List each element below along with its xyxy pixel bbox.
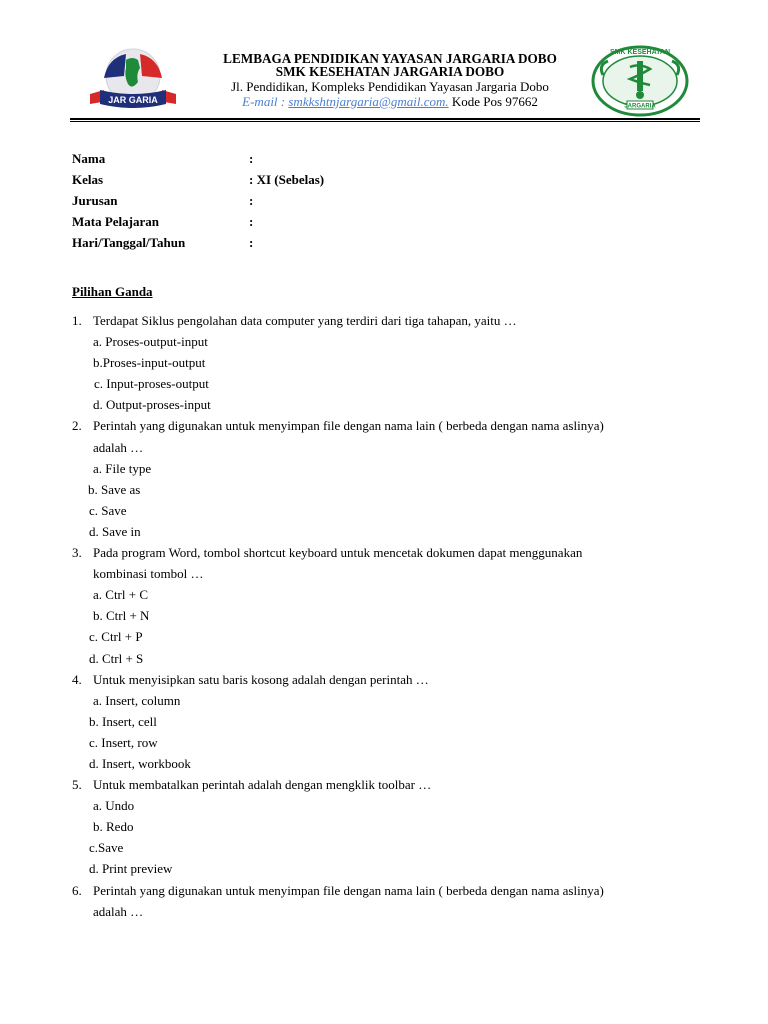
question-6 bbox=[72, 880, 692, 901]
answer-option: c. Input-proses-output bbox=[94, 376, 209, 392]
question-number: 4. bbox=[72, 671, 82, 687]
answer-option: b. Ctrl + N bbox=[93, 608, 150, 624]
letterhead-rule-thick bbox=[70, 118, 700, 120]
answer-option: c. Save bbox=[89, 502, 127, 518]
identity-label: Kelas bbox=[72, 172, 104, 187]
answer-option: d. Ctrl + S bbox=[89, 650, 144, 666]
institution-name: LEMBAGA PENDIDIKAN YAYASAN JARGARIA DOBO bbox=[223, 51, 557, 66]
question-text: Untuk menyisipkan satu baris kosong adalah dengan perintah … bbox=[93, 671, 429, 687]
school-name: SMK KESEHATAN JARGARIA DOBO bbox=[275, 64, 505, 79]
letterhead bbox=[70, 42, 700, 120]
answer-option: a. Undo bbox=[93, 798, 135, 814]
student-identity bbox=[72, 148, 692, 253]
identity-label: Jurusan bbox=[72, 193, 118, 208]
option-line bbox=[72, 732, 692, 753]
option-line bbox=[72, 605, 692, 626]
answer-option: d. Save in bbox=[89, 523, 141, 539]
school-logo-left bbox=[74, 46, 192, 116]
question-text: kombinasi tombol … bbox=[93, 566, 204, 582]
identity-row bbox=[72, 169, 692, 190]
identity-value: : XI (Sebelas) bbox=[249, 172, 325, 187]
question-text: Perintah yang digunakan untuk menyimpan file dengan nama lain ( berbeda dengan nama aslinya) bbox=[93, 882, 604, 898]
identity-value: : bbox=[249, 151, 254, 166]
answer-option: d. Print preview bbox=[89, 861, 173, 877]
question-2 bbox=[72, 415, 692, 436]
question-number: 3. bbox=[72, 545, 82, 561]
option-line bbox=[72, 626, 692, 647]
answer-option: a. File type bbox=[93, 460, 152, 476]
identity-label: Hari/Tanggal/Tahun bbox=[72, 235, 186, 250]
question-number: 2. bbox=[72, 418, 82, 434]
question-number: 5. bbox=[72, 777, 82, 793]
letterhead-rule-thin bbox=[70, 121, 700, 122]
contact-line bbox=[190, 95, 590, 109]
option-line bbox=[72, 521, 692, 542]
question-text: adalah … bbox=[93, 439, 144, 455]
question-3 bbox=[72, 542, 692, 563]
email-label: E-mail : bbox=[242, 94, 286, 109]
question-number: 1. bbox=[72, 313, 82, 328]
option-line bbox=[72, 690, 692, 711]
answer-option: c. Ctrl + P bbox=[89, 629, 143, 645]
school-logo-right bbox=[590, 45, 690, 117]
answer-option: c.Save bbox=[89, 840, 124, 856]
question-continuation bbox=[72, 437, 692, 458]
question-text: Pada program Word, tombol shortcut keyboard untuk mencetak dokumen dapat menggunakan bbox=[93, 545, 583, 561]
question-text: Perintah yang digunakan untuk menyimpan file dengan nama lain ( berbeda dengan nama aslinya) bbox=[93, 418, 604, 434]
identity-label: Nama bbox=[72, 151, 106, 166]
identity-row bbox=[72, 148, 692, 169]
identity-row bbox=[72, 232, 692, 253]
option-line bbox=[72, 711, 692, 732]
right-logo-text-bottom: JARGARIA bbox=[624, 103, 656, 110]
option-line bbox=[72, 352, 692, 373]
question-text: Untuk membatalkan perintah adalah dengan mengklik toolbar … bbox=[93, 777, 432, 793]
answer-option: b.Proses-input-output bbox=[93, 355, 206, 371]
question-number: 6. bbox=[72, 882, 82, 898]
option-line bbox=[72, 648, 692, 669]
identity-row bbox=[72, 211, 692, 232]
postal-code: Kode Pos 97662 bbox=[448, 94, 538, 109]
question-text: Terdapat Siklus pengolahan data computer yang terdiri dari tiga tahapan, yaitu … bbox=[93, 313, 517, 328]
email-link[interactable]: smkkshtnjargaria@gmail.com. bbox=[288, 94, 449, 109]
answer-option: c. Insert, row bbox=[89, 734, 158, 750]
option-line bbox=[72, 795, 692, 816]
answer-option: b. Redo bbox=[93, 819, 134, 835]
option-line bbox=[72, 331, 692, 352]
answer-option: a. Ctrl + C bbox=[93, 587, 148, 603]
question-1 bbox=[72, 310, 692, 331]
question-list bbox=[72, 310, 692, 922]
identity-row bbox=[72, 190, 692, 211]
option-line bbox=[72, 373, 692, 394]
identity-value: : bbox=[249, 214, 254, 229]
option-line bbox=[72, 584, 692, 605]
answer-option: b. Insert, cell bbox=[89, 713, 157, 729]
right-logo-text-top: SMK KESEHATAN bbox=[609, 49, 671, 56]
question-text: adalah … bbox=[93, 903, 144, 919]
answer-option: a. Insert, column bbox=[93, 692, 181, 708]
question-4 bbox=[72, 669, 692, 690]
option-line bbox=[72, 479, 692, 500]
school-address: Jl. Pendidikan, Kompleks Pendidikan Yayasan Jargaria Dobo bbox=[231, 79, 549, 94]
option-line bbox=[72, 837, 692, 858]
question-continuation bbox=[72, 901, 692, 922]
option-line bbox=[72, 394, 692, 415]
letterhead-text bbox=[190, 52, 590, 109]
question-5 bbox=[72, 774, 692, 795]
identity-label: Mata Pelajaran bbox=[72, 214, 160, 229]
option-line bbox=[72, 753, 692, 774]
option-line bbox=[72, 458, 692, 479]
left-logo-text: JAR GARIA bbox=[108, 95, 158, 105]
option-line bbox=[72, 858, 692, 879]
answer-option: d. Output-proses-input bbox=[93, 397, 211, 413]
answer-option: d. Insert, workbook bbox=[89, 755, 191, 771]
identity-value: : bbox=[249, 235, 254, 250]
answer-option: a. Proses-output-input bbox=[93, 334, 208, 350]
option-line bbox=[72, 500, 692, 521]
option-line bbox=[72, 816, 692, 837]
section-title: Pilihan Ganda bbox=[72, 284, 153, 299]
identity-value: : bbox=[249, 193, 254, 208]
answer-option: b. Save as bbox=[88, 481, 141, 497]
question-continuation bbox=[72, 563, 692, 584]
